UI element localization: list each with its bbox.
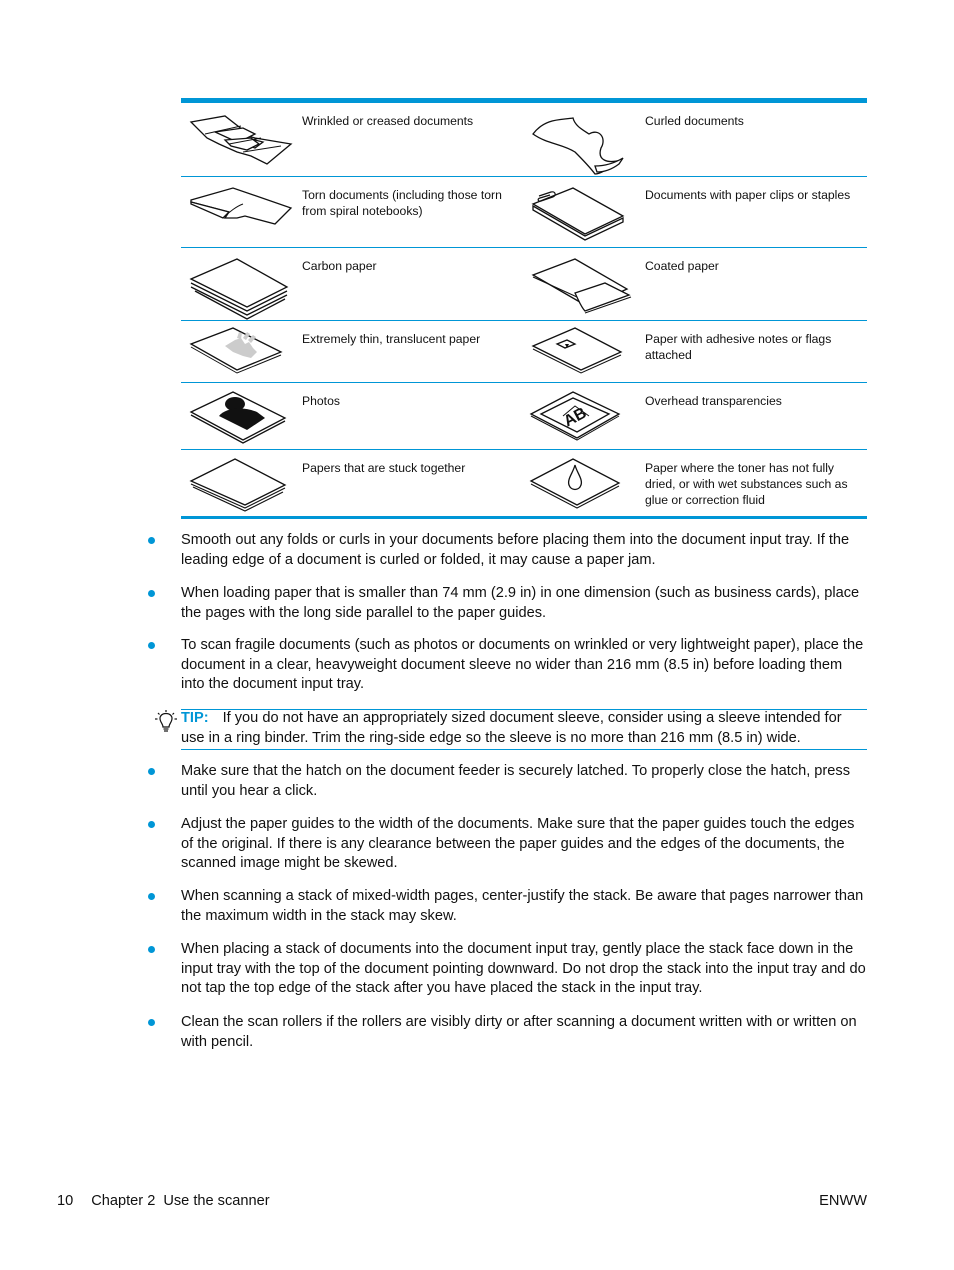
stuck-papers-icon	[185, 455, 295, 525]
list-item-text: When scanning a stack of mixed-width pages, center-justify the stack. Be aware that pages narrower than the maximum width in the stack may skew.	[181, 888, 864, 924]
page-footer-left	[57, 1192, 270, 1211]
coated-paper-icon	[527, 253, 637, 323]
table-cell-label: Paper where the toner has not fully dried, or with wet substances such as glue or correction fluid	[645, 461, 848, 507]
table-row	[181, 103, 867, 177]
list-item	[181, 762, 867, 801]
bullet-icon	[148, 946, 155, 953]
torn-documents-icon	[185, 182, 295, 252]
tip-body: If you do not have an appropriately sized document sleeve, consider using a sleeve intended for use in a ring binder. Trim the ring-side edge so the sleeve is no more than 216 mm (8.5 in) wide.	[181, 710, 842, 746]
table-cell-label: Torn documents (including those torn from spiral notebooks)	[302, 188, 502, 218]
bullet-icon	[148, 537, 155, 544]
svg-text:AB: AB	[561, 404, 590, 431]
list-item-text: Make sure that the hatch on the document feeder is securely latched. To properly close the hatch, press until you hear a click.	[181, 763, 850, 799]
bullet-icon	[148, 590, 155, 597]
table-cell-label: Papers that are stuck together	[302, 461, 466, 475]
wrinkled-documents-icon	[185, 108, 295, 178]
list-item	[181, 887, 867, 926]
tip-text	[181, 709, 867, 748]
table-row	[181, 383, 867, 450]
bullet-icon	[148, 821, 155, 828]
list-item-text: Adjust the paper guides to the width of the documents. Make sure that the paper guides touch the edges of the original. If there is any clearance between the paper guides and the edges of the documents, the scanned image might be skewed.	[181, 816, 855, 872]
bullet-icon	[148, 1019, 155, 1026]
wet-toner-icon	[527, 455, 637, 525]
table-cell-label: Wrinkled or creased documents	[302, 114, 474, 128]
carbon-paper-icon	[185, 253, 295, 323]
list-item	[181, 636, 867, 695]
list-item-text: To scan fragile documents (such as photos or documents on wrinkled or very lightweight paper), place the document in a clear, heavyweight document sleeve no wider than 216 mm (8.5 in) before loading them into the document input tray.	[181, 637, 864, 693]
table-cell-label: Carbon paper	[302, 259, 377, 273]
list-item-text: Clean the scan rollers if the rollers are visibly dirty or after scanning a document written with or written on with pencil.	[181, 1014, 857, 1050]
table-row	[181, 321, 867, 383]
chapter-title: Use the scanner	[163, 1193, 270, 1209]
bullet-icon	[148, 642, 155, 649]
list-item-text: When loading paper that is smaller than 74 mm (2.9 in) in one dimension (such as business cards), place the pages with the long side parallel to the paper guides.	[181, 585, 860, 621]
lightbulb-icon	[155, 710, 177, 734]
table-cell-label: Paper with adhesive notes or flags attached	[645, 332, 832, 362]
tip-box	[181, 709, 867, 750]
page-number: 10	[57, 1193, 74, 1209]
transparency-icon	[527, 388, 637, 458]
list-item-text: When placing a stack of documents into the document input tray, gently place the stack face down in the input tray with the top of the document pointing downward. Do not drop the stack into the input tray and do not tap the top edge of the stack after you have placed the stack in the input tray.	[181, 941, 866, 997]
paper-clip-documents-icon	[527, 182, 637, 252]
paper-types-table	[181, 98, 867, 519]
page-footer-right: ENWW	[819, 1193, 867, 1209]
tip-label: TIP:	[181, 710, 209, 726]
table-cell-label: Photos	[302, 394, 340, 408]
table-cell-label: Documents with paper clips or staples	[645, 188, 851, 202]
list-item	[181, 815, 867, 874]
chapter-label: Chapter 2	[91, 1193, 156, 1209]
list-item	[181, 1013, 867, 1052]
table-row	[181, 450, 867, 516]
list-item	[181, 584, 867, 623]
curled-documents-icon	[527, 108, 637, 178]
bullet-icon	[148, 768, 155, 775]
table-cell-label: Coated paper	[645, 259, 719, 273]
table-cell-label: Extremely thin, translucent paper	[302, 332, 481, 346]
bullet-icon	[148, 893, 155, 900]
list-item-text: Smooth out any folds or curls in your documents before placing them into the document input tray. If the leading edge of a document is curled or folded, it may cause a paper jam.	[181, 532, 850, 568]
list-item	[181, 531, 867, 570]
photo-icon	[185, 388, 295, 458]
list-item	[181, 940, 867, 999]
table-cell-label: Curled documents	[645, 114, 744, 128]
table-row	[181, 248, 867, 321]
table-cell-label: Overhead transparencies	[645, 394, 782, 408]
table-row	[181, 177, 867, 248]
